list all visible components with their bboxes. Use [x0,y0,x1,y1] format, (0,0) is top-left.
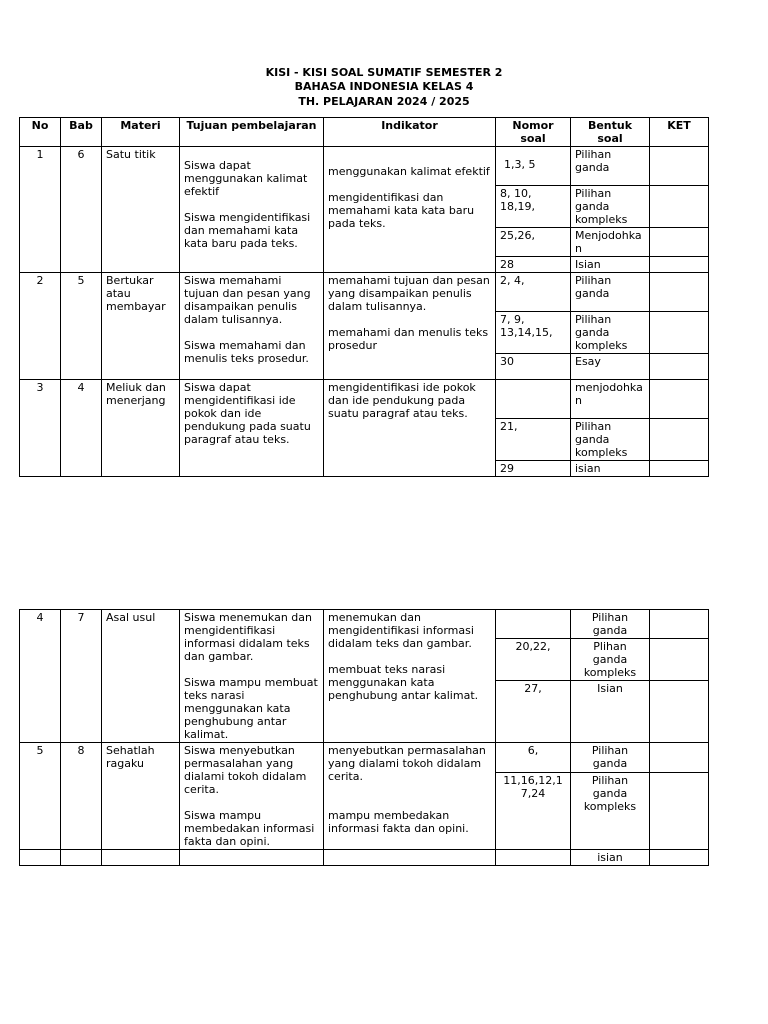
row-materi: Meliuk dan menerjang [102,380,180,477]
table-row [20,147,709,186]
tujuan-text: Siswa mengidentifikasi dan memahami kata kata baru pada teks. [184,211,311,250]
row-no [20,850,61,866]
row-indikator [324,610,496,743]
row-bab: 6 [61,147,102,273]
ket-cell [650,639,709,681]
table-row [20,850,709,866]
nomor-soal: 20,22, [496,639,571,681]
nomor-soal: 30 [496,354,571,380]
nomor-soal: 28 [496,257,571,273]
row-materi: Bertukar atau membayar [102,273,180,380]
row-no: 1 [20,147,61,273]
row-indikator [324,850,496,866]
table-row [20,273,709,312]
bentuk-soal: Pilihan ganda kompleks [571,419,650,461]
ket-cell [650,610,709,639]
nomor-soal: 21, [496,419,571,461]
row-tujuan [180,610,324,743]
nomor-soal: 8, 10, 18,19, [496,186,571,228]
nomor-soal: 1,3, 5 [496,147,571,186]
kisi-table-page-2 [19,609,709,866]
header-no: No [20,118,61,147]
nomor-soal [496,610,571,639]
bentuk-soal: Isian [571,257,650,273]
ket-cell [650,186,709,228]
indikator-text: mengidentifikasi dan memahami kata kata baru pada teks. [328,191,475,230]
row-materi [102,850,180,866]
nomor-soal: 27, [496,681,571,743]
table-row [20,743,709,773]
indikator-text: menggunakan kalimat efektif [328,165,490,178]
indikator-text: mampu membedakan informasi fakta dan opini. [328,809,469,835]
header-tujuan: Tujuan pembelajaran [180,118,324,147]
ket-cell [650,461,709,477]
document-title: KISI - KISI SOAL SUMATIF SEMESTER 2 [265,66,503,79]
bentuk-soal: Pilihan ganda [571,610,650,639]
header-bab: Bab [61,118,102,147]
row-no: 5 [20,743,61,850]
row-bab: 7 [61,610,102,743]
ket-cell [650,850,709,866]
ket-cell [650,273,709,312]
ket-cell [650,228,709,257]
tujuan-text: Siswa memahami dan menulis teks prosedur. [184,339,309,365]
nomor-soal: 6, [496,743,571,773]
row-tujuan: Siswa dapat mengidentifikasi ide pokok dan ide pendukung pada suatu paragraf atau teks. [180,380,324,477]
row-indikator [324,273,496,380]
nomor-soal: 25,26, [496,228,571,257]
bentuk-soal: isian [571,461,650,477]
document-subject: BAHASA INDONESIA KELAS 4 [294,80,474,93]
row-indikator [324,147,496,273]
row-indikator: mengidentifikasi ide pokok dan ide pendukung pada suatu paragraf atau teks. [324,380,496,477]
bentuk-soal: Pilihan ganda [571,147,650,186]
bentuk-soal: Pilihan ganda [571,273,650,312]
header-nomor-soal: Nomor soal [496,118,571,147]
indikator-text: menemukan dan mengidentifikasi informasi didalam teks dan gambar. [328,611,474,650]
header-indikator: Indikator [324,118,496,147]
bentuk-soal: menjodohkan [571,380,650,419]
tujuan-text: Siswa menemukan dan mengidentifikasi informasi didalam teks dan gambar. [184,611,312,663]
bentuk-soal: Pilihan ganda kompleks [571,312,650,354]
table-row [20,380,709,419]
row-no: 2 [20,273,61,380]
row-tujuan [180,273,324,380]
row-materi: Asal usul [102,610,180,743]
bentuk-soal: Menjodohkan [571,228,650,257]
indikator-text: memahami dan menulis teks prosedur [328,326,489,352]
bentuk-soal: Esay [571,354,650,380]
tujuan-text: Siswa dapat menggunakan kalimat efektif [184,159,308,198]
tujuan-text: Siswa menyebutkan permasalahan yang dialami tokoh didalam cerita. [184,744,307,796]
header-materi: Materi [102,118,180,147]
document-year: TH. PELAJARAN 2024 / 2025 [298,95,470,108]
row-bab: 5 [61,273,102,380]
row-bab [61,850,102,866]
nomor-soal [496,850,571,866]
nomor-soal [496,380,571,419]
row-tujuan [180,850,324,866]
ket-cell [650,380,709,419]
header-ket: KET [650,118,709,147]
header-row [20,118,709,147]
row-indikator [324,743,496,850]
row-no: 3 [20,380,61,477]
row-no: 4 [20,610,61,743]
tujuan-text: Siswa memahami tujuan dan pesan yang disampaikan penulis dalam tulisannya. [184,274,311,326]
bentuk-soal: Plihan ganda kompleks [571,639,650,681]
kisi-table-page-1 [19,117,709,477]
bentuk-soal: Pilihan ganda kompleks [571,772,650,849]
ket-cell [650,257,709,273]
nomor-soal: 7, 9, 13,14,15, [496,312,571,354]
bentuk-soal: Pilihan ganda [571,743,650,773]
nomor-soal: 11,16,12,17,24 [496,772,571,849]
indikator-text: membuat teks narasi menggunakan kata penghubung antar kalimat. [328,663,479,702]
tujuan-text: Siswa mampu membedakan informasi fakta dan opini. [184,809,315,848]
ket-cell [650,354,709,380]
row-bab: 4 [61,380,102,477]
header-bentuk-soal: Bentuk soal [571,118,650,147]
ket-cell [650,743,709,773]
ket-cell [650,772,709,849]
row-materi: Sehatlah ragaku [102,743,180,850]
bentuk-soal: Isian [571,681,650,743]
nomor-soal: 2, 4, [496,273,571,312]
row-tujuan [180,743,324,850]
table-row [20,610,709,639]
bentuk-soal: Pilihan ganda kompleks [571,186,650,228]
ket-cell [650,147,709,186]
indikator-text: memahami tujuan dan pesan yang disampaikan penulis dalam tulisannya. [328,274,490,313]
row-tujuan [180,147,324,273]
indikator-text: menyebutkan permasalahan yang dialami tokoh didalam cerita. [328,744,486,783]
row-bab: 8 [61,743,102,850]
tujuan-text: Siswa mampu membuat teks narasi menggunakan kata penghubung antar kalimat. [184,676,318,741]
nomor-soal: 29 [496,461,571,477]
row-materi: Satu titik [102,147,180,273]
bentuk-soal: isian [571,850,650,866]
ket-cell [650,419,709,461]
ket-cell [650,681,709,743]
ket-cell [650,312,709,354]
